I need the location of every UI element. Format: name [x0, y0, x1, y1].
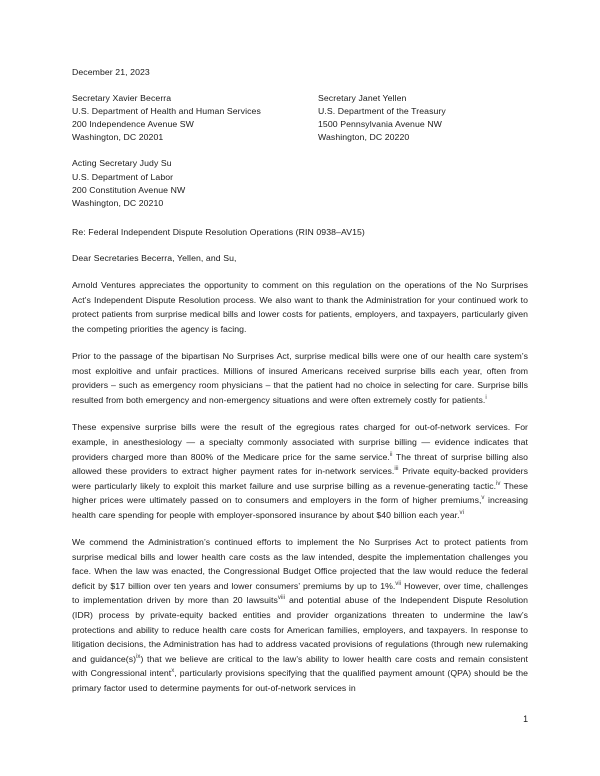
- recipient-name: Acting Secretary Judy Su: [72, 158, 172, 169]
- letter-date: December 21, 2023: [72, 67, 150, 77]
- recipient-hhs: [72, 92, 322, 144]
- recipient-treasury: [318, 92, 558, 144]
- subject-line-block: [72, 226, 528, 239]
- footnote-marker-vii[interactable]: vii: [395, 579, 402, 587]
- footnote-marker-i[interactable]: i: [485, 393, 487, 401]
- footnote-marker-v[interactable]: v: [481, 494, 485, 502]
- paragraph-p4: We commend the Administration’s continued efforts to implement the No Surprises Act to protect patients from surprise medical bills and lower health care costs as the law intended, despite the implementation challenges you face. When the law was enacted, the Congressional Budget Office projected that the law would reduce the federal deficit by $17 billion over ten years and lower consumers’ premiums by up to 1%.$^{vii}$ However, over time, challenges to implementation driven by more than 20 lawsuits$^{viii}$ and potential abuse of the Independent Dispute Resolution (IDR) process by private-equity backed entities and provider organizations threaten to undermine the law’s protections and ability to reduce health care costs for American families, employers, and taxpayers. In response to litigation decisions, the Administration has had to address vacated provisions of regulations (through new rulemaking and guidance(s)$^{ix}$) that we believe are critical to the law’s ability to lower health care costs and remain consistent with Congressional intent$^x$, particularly provisions specifying that the qualified payment amount (QPA) should be the primary factor used to determine payments for out-of-network services in: [72, 537, 528, 693]
- footnote-marker-viii[interactable]: viii: [277, 594, 285, 602]
- footnote-marker-ix[interactable]: ix: [136, 652, 141, 660]
- recipient-street: 1500 Pennsylvania Avenue NW: [318, 119, 442, 130]
- letter-body: [72, 66, 528, 695]
- recipient-city-state-zip: Washington, DC 20220: [318, 132, 410, 143]
- page-number: 1: [523, 714, 528, 724]
- paragraph-p2: Prior to the passage of the bipartisan No Surprises Act, surprise medical bills were one of our health care system’s most exploitive and unfair practices. Millions of insured Americans received surprise bills each year, often from providers – such as emergency room physicians – that the patient had no choice in selecting for care. Surprise bills resulted from both emergency and non-emergency situations and were often extremely costly for patients.$^i$: [72, 351, 528, 405]
- recipient-street: 200 Independence Avenue SW: [72, 119, 194, 130]
- salutation-line: Dear Secretaries Becerra, Yellen, and Su,: [72, 252, 237, 263]
- recipient-street: 200 Constitution Avenue NW: [72, 184, 186, 195]
- recipient-row-primary: [72, 92, 528, 144]
- letter-paragraphs: [72, 278, 528, 695]
- paragraph-p1: Arnold Ventures appreciates the opportunity to comment on this regulation on the operations of the No Surprises Act’s Independent Dispute Resolution process. We also want to thank the Administration for your continued work to protect patients from surprise medical bills and lower costs for patients, employers, and taxpayers, particularly given the competing priorities the agency is facing.: [72, 280, 528, 334]
- recipient-agency: U.S. Department of the Treasury: [318, 106, 446, 117]
- recipient-agency: U.S. Department of Labor: [72, 171, 174, 182]
- salutation-block: [72, 252, 528, 265]
- subject-line: Re: Federal Independent Dispute Resolution Operations (RIN 0938–AV15): [72, 226, 365, 237]
- footnote-marker-vi[interactable]: vi: [459, 508, 464, 516]
- footnote-marker-ii[interactable]: ii: [389, 450, 393, 458]
- recipient-name: Secretary Xavier Becerra: [72, 93, 172, 104]
- recipient-agency: U.S. Department of Health and Human Services: [72, 106, 261, 117]
- footnote-marker-x[interactable]: x: [171, 667, 175, 675]
- paragraph-p3: These expensive surprise bills were the result of the egregious rates charged for out-of-network services. For example, in anesthesiology — a specialty commonly associated with surprise billing — evidence indicates that providers charged more than 800% of the Medicare price for the same service.$^{ii}$ The threat of surprise billing also allowed these providers to extract higher payment rates for in-network services.$^{iii}$ Private equity-backed providers were particularly likely to exploit this market failure and use surprise billing as a revenue-generating tactic.$^{iv}$ These higher prices were ultimately passed on to consumers and employers in the form of higher premiums,$^v$ increasing health care spending for people with employer-sponsored insurance by about $40 billion each year.$^{vi}$: [72, 422, 528, 520]
- recipient-city-state-zip: Washington, DC 20201: [72, 132, 164, 143]
- date-block: [72, 66, 528, 79]
- recipient-name: Secretary Janet Yellen: [318, 93, 407, 104]
- footnote-marker-iii[interactable]: iii: [394, 465, 399, 473]
- footnote-marker-iv[interactable]: iv: [496, 479, 501, 487]
- recipient-city-state-zip: Washington, DC 20210: [72, 197, 164, 208]
- recipient-labor: [72, 157, 528, 209]
